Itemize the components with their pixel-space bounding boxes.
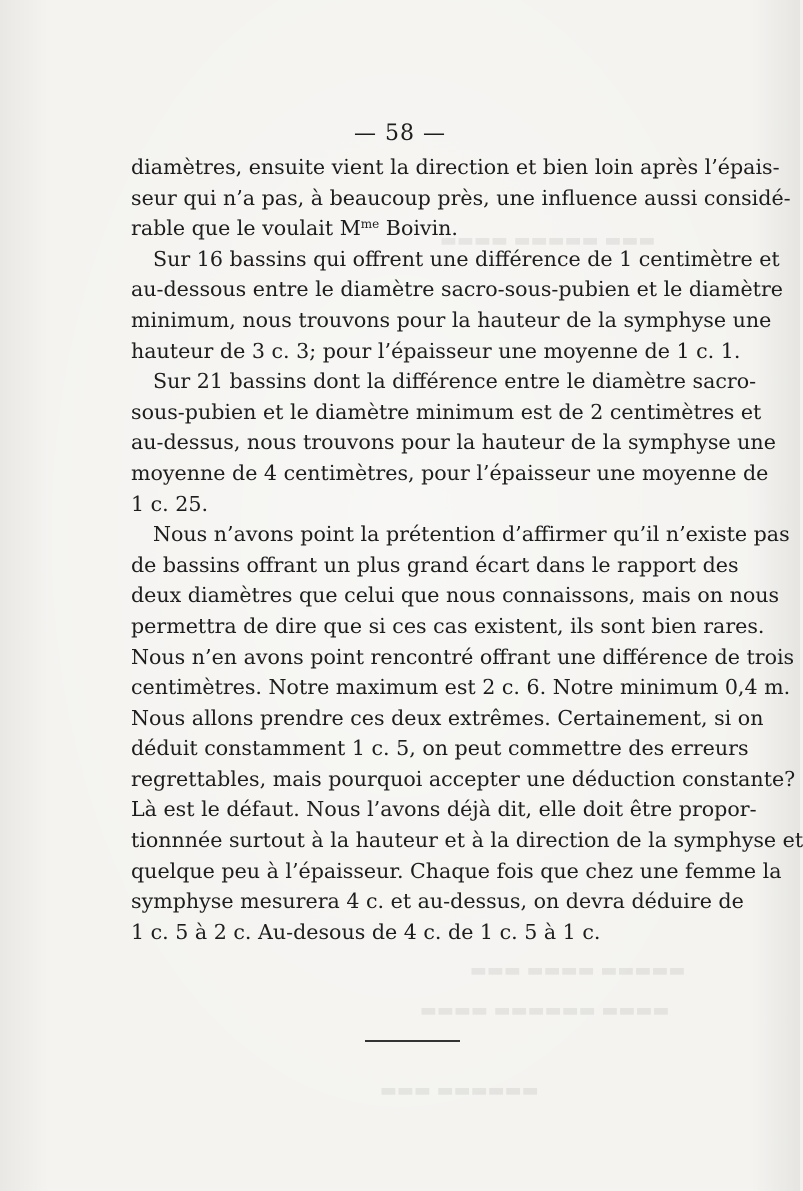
text-line: déduit constamment 1 c. 5, on peut commettre des erreurs — [131, 736, 749, 761]
text-line: au-dessus, nous trouvons pour la hauteur de la symphyse une — [131, 430, 776, 455]
show-through-texture: ▬▬▬▬ ▬▬▬▬▬▬ ▬▬▬▬ — [420, 1000, 670, 1021]
text-line: permettra de dire que si ces cas existent, ils sont bien rares. — [131, 613, 765, 638]
text-fragment: rable que le voulait M — [131, 216, 361, 241]
text-line: deux diamètres que celui que nous connaissons, mais on nous — [131, 583, 780, 608]
show-through-texture: ▬▬▬▬▬▬ ▬▬▬ — [380, 1080, 539, 1101]
text-line: Nous allons prendre ces deux extrêmes. Certainement, si on — [131, 705, 764, 730]
text-line: au-dessous entre le diamètre sacro-sous-pubien et le diamètre — [131, 277, 783, 302]
text-line: Nous n’avons point la prétention d’affirmer qu’il n’existe pas — [153, 522, 790, 547]
superscript: me — [360, 217, 380, 232]
text-line: sous-pubien et le diamètre minimum est de 2 centimètres et — [131, 399, 762, 424]
text-line: Nous n’en avons point rencontré offrant une différence de trois — [131, 644, 795, 669]
body-text — [131, 152, 803, 947]
text-line — [131, 213, 705, 244]
text-line: de bassins offrant un plus grand écart dans le rapport des — [131, 552, 739, 577]
text-line: tionnnée surtout à la hauteur et à la direction de la symphyse et — [131, 828, 803, 853]
text-line: centimètres. Notre maximum est 2 c. 6. Notre minimum 0,4 m. — [131, 675, 791, 700]
text-line: moyenne de 4 centimètres, pour l’épaisseur une moyenne de — [131, 460, 769, 485]
text-line: quelque peu à l’épaisseur. Chaque fois que chez une femme la — [131, 858, 782, 883]
show-through-texture: ▬▬▬▬▬ ▬▬▬▬ ▬▬▬ — [470, 960, 686, 981]
page-number: — 58 — — [354, 121, 446, 146]
text-line: 1 c. 25. — [131, 491, 209, 516]
show-through-texture: ▬▬▬ ▬▬▬▬▬ ▬▬▬▬ — [440, 230, 656, 251]
text-fragment: Boivin. — [379, 216, 458, 241]
text-line: seur qui n’a pas, à beaucoup près, une influence aussi considé- — [131, 185, 791, 210]
text-line: symphyse mesurera 4 c. et au-dessus, on devra déduire de — [131, 889, 744, 914]
footnote-separator — [365, 1040, 460, 1042]
text-line: 1 c. 5 à 2 c. Au-desous de 4 c. de 1 c. 5 à 1 c. — [131, 919, 601, 944]
text-line: Sur 21 bassins dont la différence entre le diamètre sacro- — [153, 369, 757, 394]
text-line: Sur 16 bassins qui offrent une différence de 1 centimètre et — [153, 246, 780, 271]
text-line: minimum, nous trouvons pour la hauteur de la symphyse une — [131, 307, 772, 332]
text-line: regrettables, mais pourquoi accepter une déduction constante? — [131, 766, 796, 791]
text-line: diamètres, ensuite vient la direction et bien loin après l’épais- — [131, 155, 780, 179]
text-line: Là est le défaut. Nous l’avons déjà dit, elle doit être propor- — [131, 797, 757, 822]
text-line: hauteur de 3 c. 3; pour l’épaisseur une moyenne de 1 c. 1. — [131, 338, 741, 363]
